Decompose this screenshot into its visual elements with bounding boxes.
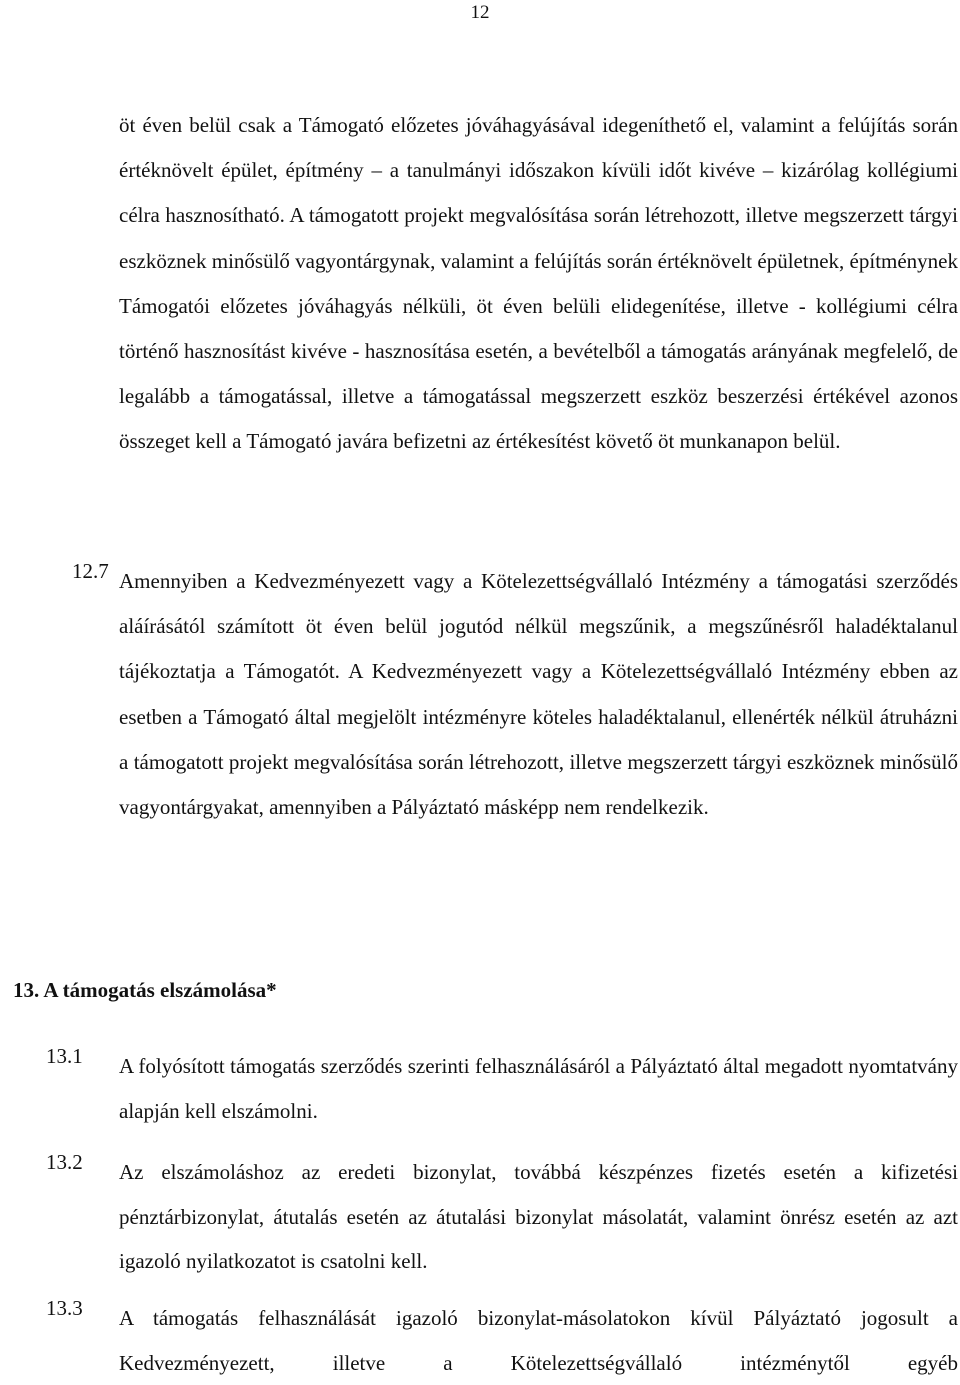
item-number: 13.2 [46, 1150, 83, 1174]
section-heading: 13. A támogatás elszámolása* [13, 978, 277, 1002]
item-number: 13.3 [46, 1296, 83, 1320]
item-number: 12.7 [72, 559, 109, 583]
item-text: A támogatás felhasználását igazoló bizonylat-másolatokon kívül Pályáztató jogosult a Kedvezményezett, illetve a Kötelezettségvállaló intézménytől egyéb [119, 1306, 958, 1375]
item-text: A folyósított támogatás szerződés szerinti felhasználásáról a Pályáztató által megadott nyomtatvány alapján kell elszámolni. [119, 1054, 958, 1123]
item-text: Amennyiben a Kedvezményezett vagy a Kötelezettségvállaló Intézmény a támogatási szerződés aláírásától számított öt éven belül jogutód nélkül megszűnik, a megszűnésről haladéktalanul tájékoztatja a Támogatót. A Kedvezményezett vagy a Kötelezettségvállaló Intézmény ebben az esetben a Támogató által megjelölt intézményre köteles haladéktalanul, ellenérték nélkül átruházni a támogatott projekt megvalósítása során létrehozott, illetve megszerzett tárgyi eszköznek minősülő vagyontárgyakat, amennyiben a Pályáztató másképp nem rendelkezik. [119, 569, 958, 820]
intro-paragraph: öt éven belül csak a Támogató előzetes jóváhagyásával idegeníthető el, valamint a felújítás során értéknövelt épület, építmény – a tanulmányi időszakon kívüli időt kivéve – kizárólag kollégiumi célra hasznosítható. A támogatott projekt megvalósítása során létrehozott, illetve megszerzett tárgyi eszköznek minősülő vagyontárgynak, valamint a felújítás során értéknövelt épületnek, építménynek Támogatói előzetes jóváhagyás nélküli, öt éven belüli elidegenítése, illetve - kollégiumi célra történő hasznosítást kivéve - hasznosítása esetén, a bevételből a támogatás arányának megfelelő, de legalább a támogatással, illetve a támogatással megszerzett eszköz beszerzési értékével azonos összeget kell a Támogató javára befizetni az értékesítést követő öt munkanapon belül. [119, 113, 958, 454]
item-number: 13.1 [46, 1044, 83, 1068]
item-text: Az elszámoláshoz az eredeti bizonylat, továbbá készpénzes fizetés esetén a kifizetési pénztárbizonylat, átutalás esetén az átutalási bizonylat másolatát, valamint önrész esetén az azt igazoló nyilatkozatot is csatolni kell. [119, 1160, 958, 1273]
page-number: 12 [470, 2, 490, 23]
